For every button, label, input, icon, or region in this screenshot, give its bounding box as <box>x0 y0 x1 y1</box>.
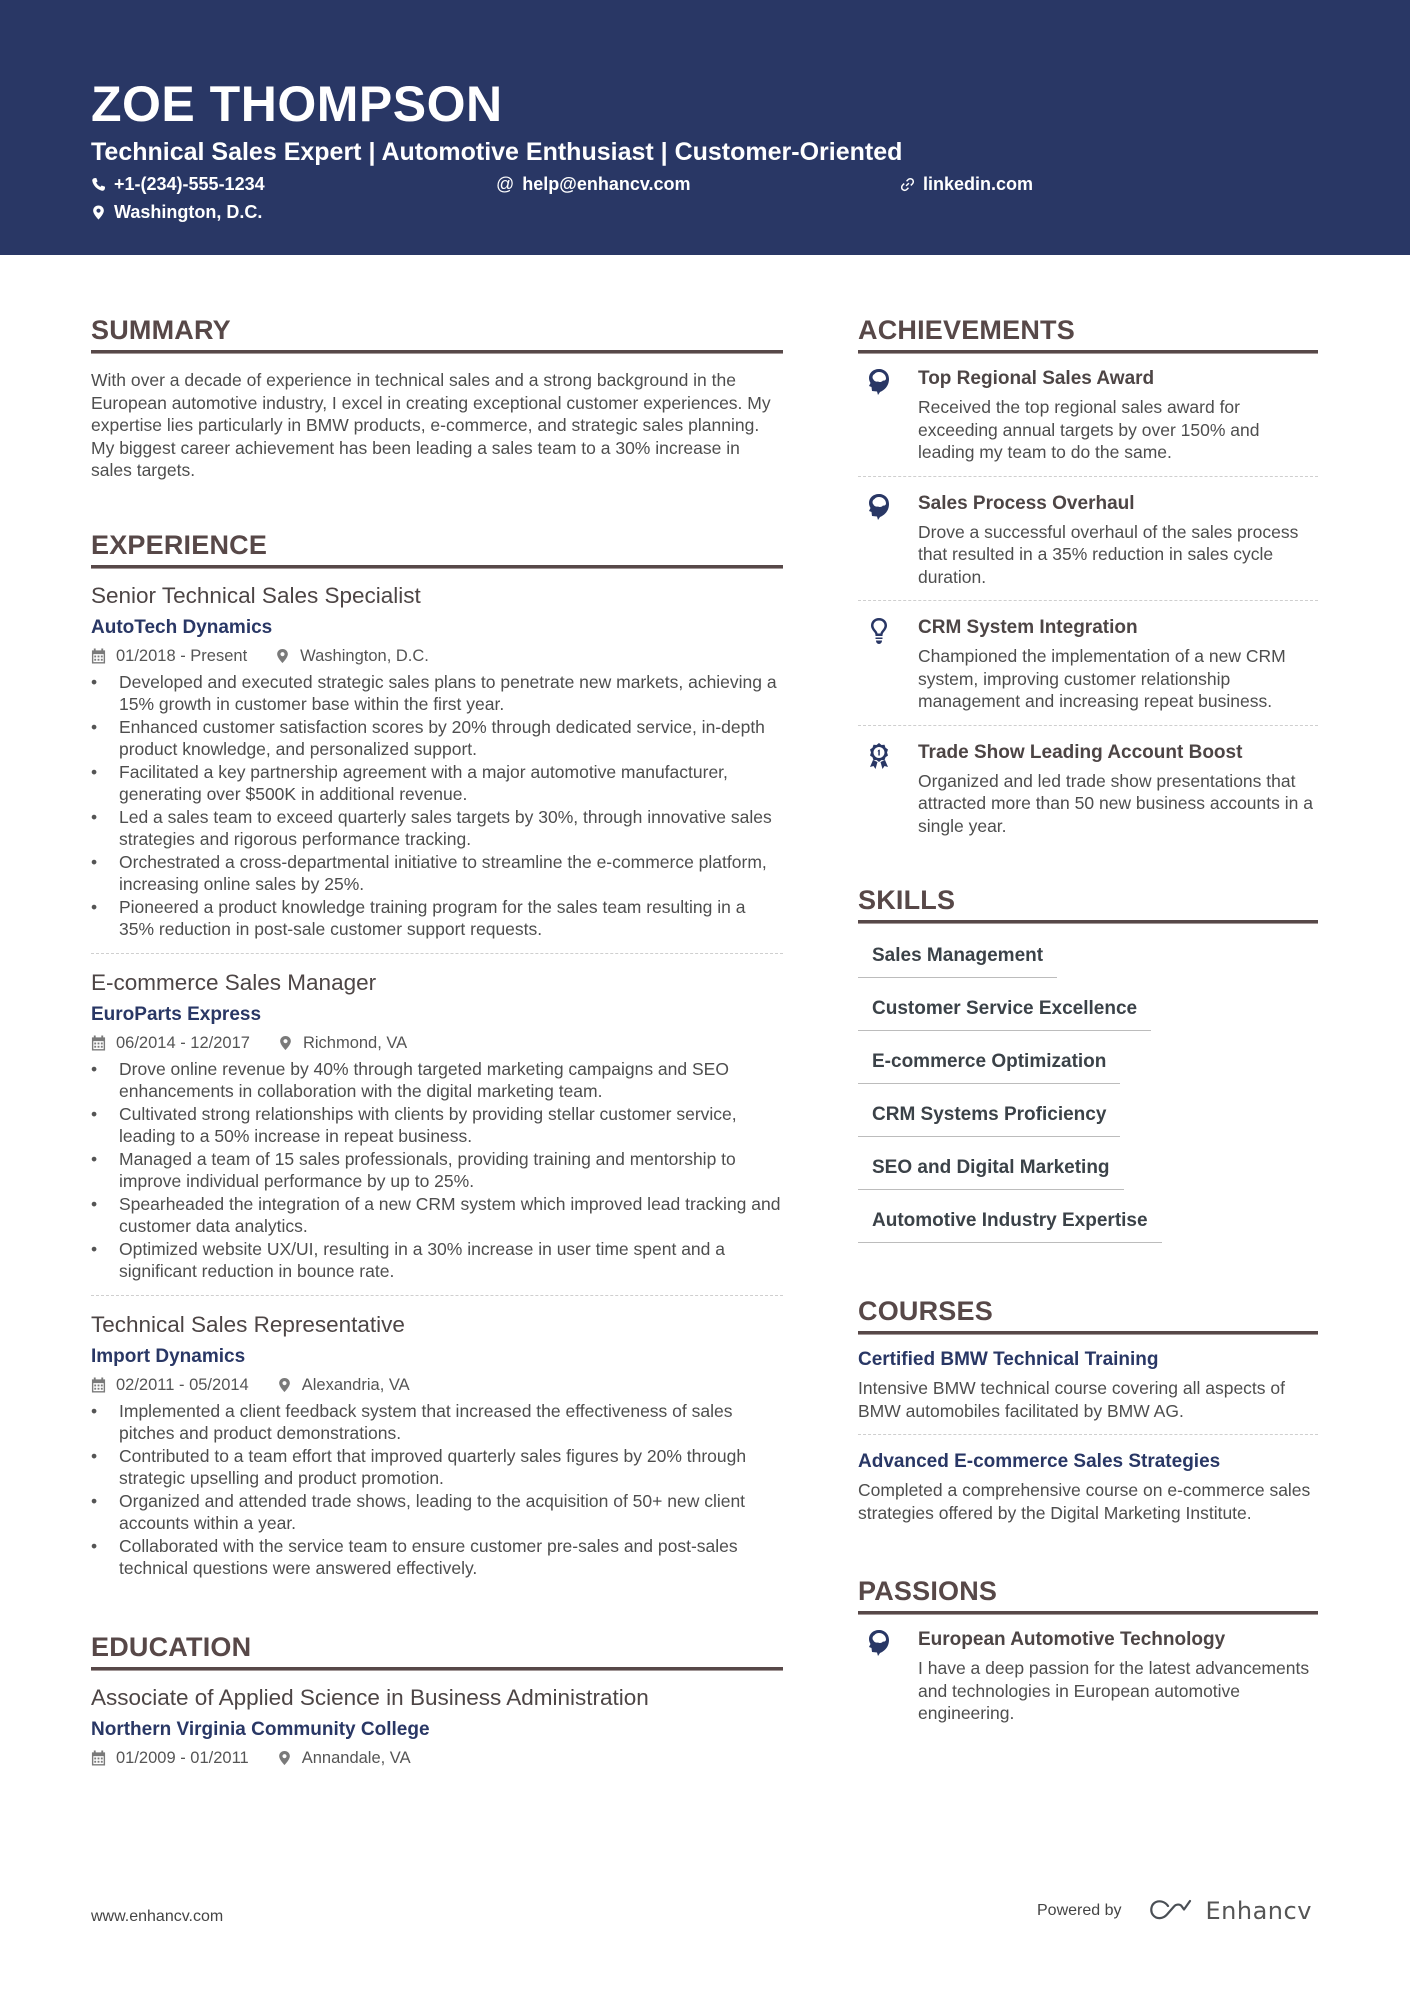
skill-tag: CRM Systems Proficiency <box>858 1093 1120 1137</box>
link-icon <box>900 177 915 192</box>
summary-section <box>91 313 783 482</box>
skill-tag: E-commerce Optimization <box>858 1040 1120 1084</box>
calendar-icon <box>91 648 106 664</box>
contact-email[interactable] <box>496 172 691 196</box>
experience-item <box>91 953 783 1295</box>
section-title-passions: PASSIONS <box>858 1576 998 1606</box>
section-title-experience: EXPERIENCE <box>91 529 268 560</box>
section-divider <box>91 350 783 354</box>
contact-linkedin[interactable] <box>900 172 1033 196</box>
education-section <box>91 1630 783 1781</box>
achievement-item <box>858 354 1318 476</box>
award-medal-icon <box>866 742 892 770</box>
course-item <box>858 1335 1318 1434</box>
course-title: Advanced E-commerce Sales Strategies <box>858 1451 1221 1472</box>
job-bullets <box>91 1058 783 1283</box>
achievement-item <box>858 600 1318 725</box>
job-title: E-commerce Sales Manager <box>91 969 377 995</box>
passion-description: I have a deep passion for the latest advancements and technologies in European automotive engineering. <box>918 1658 1310 1723</box>
skill-tag: Automotive Industry Expertise <box>858 1199 1162 1243</box>
bullet-item: • Optimized website UX/UI, resulting in a 30% increase in user time spent and a significant reduction in bounce rate. <box>91 1238 783 1283</box>
brain-head-icon <box>866 1629 892 1657</box>
location-pin-icon <box>277 1750 292 1766</box>
job-bullets <box>91 671 783 941</box>
achievement-title: CRM System Integration <box>918 617 1138 638</box>
course-description: Completed a comprehensive course on e-commerce sales strategies offered by the Digital Marketing Institute. <box>858 1480 1311 1523</box>
company-name: Import Dynamics <box>91 1345 246 1367</box>
bullet-item: • Facilitated a key partnership agreement with a major automotive manufacturer, generating over $500K in additional revenue. <box>91 761 783 806</box>
resume-header <box>0 0 1410 255</box>
passion-title: European Automotive Technology <box>918 1629 1226 1650</box>
job-dates: 06/2014 - 12/2017 <box>116 1033 250 1052</box>
footer-branding <box>1037 1897 1312 1925</box>
job-meta <box>91 1374 783 1396</box>
location-pin-icon <box>275 648 290 664</box>
experience-item <box>91 1295 783 1592</box>
lightbulb-icon <box>866 617 892 645</box>
education-location: Annandale, VA <box>301 1748 411 1767</box>
achievements-section <box>858 313 1318 849</box>
section-title-education: EDUCATION <box>91 1631 252 1662</box>
candidate-name: ZOE THOMPSON <box>91 76 503 132</box>
achievement-title: Top Regional Sales Award <box>918 368 1155 389</box>
bullet-item: • Collaborated with the service team to ensure customer pre-sales and post-sales technical questions were answered effectively. <box>91 1535 783 1580</box>
summary-text: With over a decade of experience in technical sales and a strong background in the European automotive industry, I excel in creating exceptional customer experiences. My expertise lies particularly in BMW products, e-commerce, and strategic sales planning. My biggest career achievement has been leading a sales team to a 30% increase in sales targets. <box>91 370 771 480</box>
bullet-item: • Cultivated strong relationships with clients by providing stellar customer service, leading to a 50% increase in repeat business. <box>91 1103 783 1148</box>
skill-tag: Customer Service Excellence <box>858 987 1151 1031</box>
job-bullets <box>91 1400 783 1580</box>
bullet-item: • Enhanced customer satisfaction scores by 20% through dedicated service, in-depth product knowledge, and personalized support. <box>91 716 783 761</box>
bullet-item: • Orchestrated a cross-departmental initiative to streamline the e-commerce platform, increasing online sales by 25%. <box>91 851 783 896</box>
skill-tag: Sales Management <box>858 934 1057 978</box>
job-location: Alexandria, VA <box>301 1375 410 1394</box>
bullet-item: • Contributed to a team effort that improved quarterly sales figures by 20% through strategic upselling and product promotion. <box>91 1445 783 1490</box>
candidate-tagline: Technical Sales Expert | Automotive Enthusiast | Customer-Oriented <box>91 138 903 166</box>
company-name: AutoTech Dynamics <box>91 616 273 638</box>
degree-title: Associate of Applied Science in Business Administration <box>91 1684 649 1710</box>
achievement-title: Sales Process Overhaul <box>918 492 1135 514</box>
job-dates: 02/2011 - 05/2014 <box>116 1375 249 1394</box>
section-title-courses: COURSES <box>858 1296 993 1326</box>
powered-by-label: Powered by <box>1037 1902 1122 1919</box>
contact-location <box>91 200 262 224</box>
job-location: Washington, D.C. <box>300 646 429 665</box>
skills-section <box>858 883 1318 1252</box>
phone-number: +1-(234)-555-1234 <box>114 174 265 194</box>
job-meta <box>91 645 783 667</box>
passion-item <box>858 1615 1318 1737</box>
courses-section <box>858 1294 1318 1536</box>
enhancv-logo-icon <box>1148 1898 1196 1924</box>
skills-list <box>858 934 1318 1252</box>
section-title-skills: SKILLS <box>858 885 956 915</box>
achievement-description: Drove a successful overhaul of the sales process that resulted in a 35% reduction in sales cycle duration. <box>918 521 1299 587</box>
contact-phone <box>91 172 265 196</box>
education-item <box>91 1671 783 1781</box>
education-dates: 01/2009 - 01/2011 <box>116 1748 249 1767</box>
achievement-item <box>858 476 1318 601</box>
course-item <box>858 1434 1318 1536</box>
achievement-description: Received the top regional sales award for exceeding annual targets by over 150% and leading my team to do the same. <box>918 397 1260 462</box>
job-title: Technical Sales Representative <box>91 1311 405 1337</box>
left-column <box>91 313 783 1781</box>
bullet-item: • Pioneered a product knowledge training program for the sales team resulting in a 35% reduction in post-sale customer support requests. <box>91 896 783 941</box>
brain-head-icon <box>866 493 892 521</box>
job-meta <box>91 1032 783 1054</box>
experience-item <box>91 569 783 953</box>
passions-section <box>858 1574 1318 1737</box>
phone-icon <box>91 177 106 192</box>
calendar-icon <box>91 1035 106 1051</box>
education-meta <box>91 1747 783 1769</box>
bullet-item: • Managed a team of 15 sales professionals, providing training and mentorship to improve individual performance by up to 25%. <box>91 1148 783 1193</box>
location-pin-icon <box>278 1035 293 1051</box>
enhancv-brand-name: Enhancv <box>1205 1897 1312 1925</box>
linkedin-link[interactable]: linkedin.com <box>923 174 1034 194</box>
job-dates: 01/2018 - Present <box>116 646 248 665</box>
bullet-item: • Spearheaded the integration of a new CRM system which improved lead tracking and customer data analytics. <box>91 1193 783 1238</box>
location-pin-icon <box>91 205 106 220</box>
achievement-title: Trade Show Leading Account Boost <box>918 741 1243 763</box>
bullet-item: • Developed and executed strategic sales plans to penetrate new markets, achieving a 15% growth in customer base within the first year. <box>91 671 783 716</box>
achievement-item <box>858 725 1318 850</box>
company-name: EuroParts Express <box>91 1003 262 1025</box>
experience-section <box>91 528 783 1592</box>
section-title-summary: SUMMARY <box>91 315 231 345</box>
calendar-icon <box>91 1377 106 1393</box>
bullet-item: • Organized and attended trade shows, leading to the acquisition of 50+ new client accounts within a year. <box>91 1490 783 1535</box>
bullet-item: • Implemented a client feedback system that increased the effectiveness of sales pitches and product demonstrations. <box>91 1400 783 1445</box>
achievement-description: Championed the implementation of a new CRM system, improving customer relationship management and increasing repeat business. <box>918 646 1286 711</box>
job-title: Senior Technical Sales Specialist <box>91 582 421 608</box>
calendar-icon <box>91 1750 106 1766</box>
location-pin-icon <box>277 1377 292 1393</box>
brain-head-icon <box>866 368 892 396</box>
email-link[interactable]: help@enhancv.com <box>522 174 691 194</box>
footer-website[interactable]: www.enhancv.com <box>91 1908 224 1925</box>
bullet-item: • Drove online revenue by 40% through targeted marketing campaigns and SEO enhancements in collaboration with the digital marketing team. <box>91 1058 783 1103</box>
skill-tag: SEO and Digital Marketing <box>858 1146 1124 1190</box>
location-text: Washington, D.C. <box>114 202 263 222</box>
school-name: Northern Virginia Community College <box>91 1718 430 1740</box>
achievement-description: Organized and led trade show presentations that attracted more than 50 new business accounts in a single year. <box>918 770 1313 836</box>
section-divider <box>858 920 1318 924</box>
section-title-achievements: ACHIEVEMENTS <box>858 315 1075 345</box>
job-location: Richmond, VA <box>302 1033 408 1052</box>
bullet-item: • Led a sales team to exceed quarterly sales targets by 30%, through innovative sales strategies and rigorous performance tracking. <box>91 806 783 851</box>
course-description: Intensive BMW technical course covering all aspects of BMW automobiles facilitated by BMW AG. <box>858 1378 1285 1421</box>
at-icon: @ <box>496 174 515 194</box>
right-column <box>858 313 1318 1737</box>
course-title: Certified BMW Technical Training <box>858 1349 1159 1370</box>
